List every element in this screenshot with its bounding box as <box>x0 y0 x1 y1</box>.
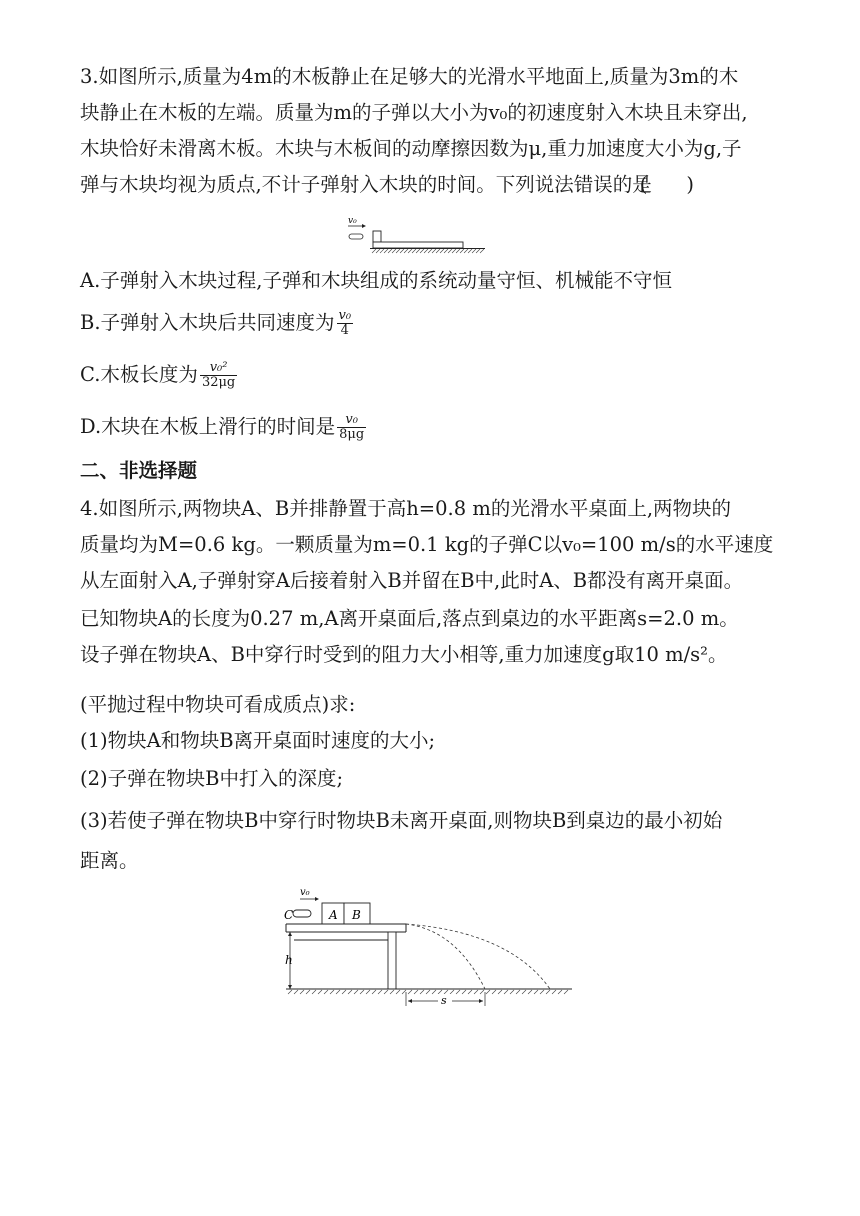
q4-sub-question-2: (2)子弹在物块B中打入的深度; <box>80 767 344 790</box>
q3-line-4-text: 弹与木块均视为质点,不计子弹射入木块的时间。下列说法错误的是 <box>80 173 652 196</box>
q4-line-10: 距离。 <box>80 849 139 872</box>
q3-fig-board <box>373 242 463 248</box>
q4-fig-table-leg <box>388 932 396 989</box>
q3-fig-block <box>373 231 381 242</box>
q3-fig-v0-label: v₀ <box>348 216 357 226</box>
q3-fig-bullet <box>349 234 363 239</box>
fraction-numerator: v₀ <box>338 308 352 323</box>
q3-line-2: 块静止在木板的左端。质量为m的子弹以大小为v₀的初速度射入木块且未穿出, <box>80 101 748 124</box>
q4-fig-bullet-c <box>293 910 311 917</box>
q4-fig-v0-label: v₀ <box>300 887 310 898</box>
fraction-denominator: 32μg <box>201 375 236 390</box>
q3-line-3: 木块恰好未滑离木板。木块与木板间的动摩擦因数为μ,重力加速度大小为g,子 <box>80 137 742 160</box>
q4-line-4: 已知物块A的长度为0.27 m,A离开桌面后,落点到桌边的水平距离s=2.0 m。 <box>80 607 739 630</box>
q3-option-d-text: D.木块在木板上滑行的时间是 <box>80 415 336 438</box>
q4-fig-b-label: B <box>352 908 361 922</box>
q3-fig-arrowhead <box>362 224 366 228</box>
q4-fig-trajectory-a <box>406 924 485 989</box>
q4-fig-a-label: A <box>329 908 338 922</box>
q4-fig-s-arrow-right <box>479 999 483 1003</box>
q3-option-c-text: C.木板长度为 <box>80 363 198 386</box>
answer-bracket: ( ) <box>639 173 694 196</box>
q4-fig-c-label: C <box>284 908 294 922</box>
q3-option-d <box>80 412 780 442</box>
q4-line-6: (平抛过程中物块可看成质点)求: <box>80 693 356 716</box>
fraction-denominator: 4 <box>340 323 349 338</box>
fraction-numerator: v₀² <box>200 361 237 376</box>
q4-line-2: 质量均为M=0.6 kg。一颗质量为m=0.1 kg的子弹C以v₀=100 m/s的水平速度 <box>80 533 774 556</box>
q3-option-b-text: B.子弹射入木块后共同速度为 <box>80 311 335 334</box>
q3-option-c <box>80 360 780 390</box>
q4-fig-ground-hatch <box>288 990 568 994</box>
q4-sub-question-1: (1)物块A和物块B离开桌面时速度的大小; <box>80 729 436 752</box>
q4-figure <box>280 880 580 1020</box>
q3-line-1: 3.如图所示,质量为4m的木板静止在足够大的光滑水平地面上,质量为3m的木 <box>80 65 739 88</box>
q4-sub-question-3: (3)若使子弹在物块B中穿行时物块B未离开桌面,则物块B到桌边的最小初始 <box>80 809 723 832</box>
q4-line-3: 从左面射入A,子弹射穿A后接着射入B并留在B中,此时A、B都没有离开桌面。 <box>80 569 744 592</box>
q3-option-d-fraction <box>337 413 366 442</box>
q3-line-4 <box>80 170 780 200</box>
q3-option-b-fraction <box>337 309 354 338</box>
fraction-denominator: 8μg <box>339 427 365 442</box>
q4-fig-height-arrow-bottom <box>288 985 292 989</box>
q4-fig-h-label: h <box>285 953 293 967</box>
q4-line-5: 设子弹在物块A、B中穿行时受到的阻力大小相等,重力加速度g取10 m/s²。 <box>80 643 728 666</box>
q3-fig-ground-hatch <box>372 249 484 253</box>
q4-line-1: 4.如图所示,两物块A、B并排静置于高h=0.8 m的光滑水平桌面上,两物块的 <box>80 497 732 520</box>
q3-option-c-fraction <box>200 361 237 390</box>
fraction-numerator: v₀ <box>337 413 366 428</box>
q4-fig-s-arrow-left <box>408 999 412 1003</box>
q3-option-a: A.子弹射入木块过程,子弹和木块组成的系统动量守恒、机械能不守恒 <box>80 269 672 292</box>
q4-fig-height-arrow-top <box>288 932 292 936</box>
q3-figure <box>340 212 490 260</box>
q3-option-b <box>80 308 780 338</box>
section-title: 二、非选择题 <box>80 459 198 482</box>
q4-fig-arrowhead <box>315 897 319 901</box>
q4-fig-s-label: s <box>441 994 447 1007</box>
q4-fig-trajectory-b <box>406 924 550 989</box>
